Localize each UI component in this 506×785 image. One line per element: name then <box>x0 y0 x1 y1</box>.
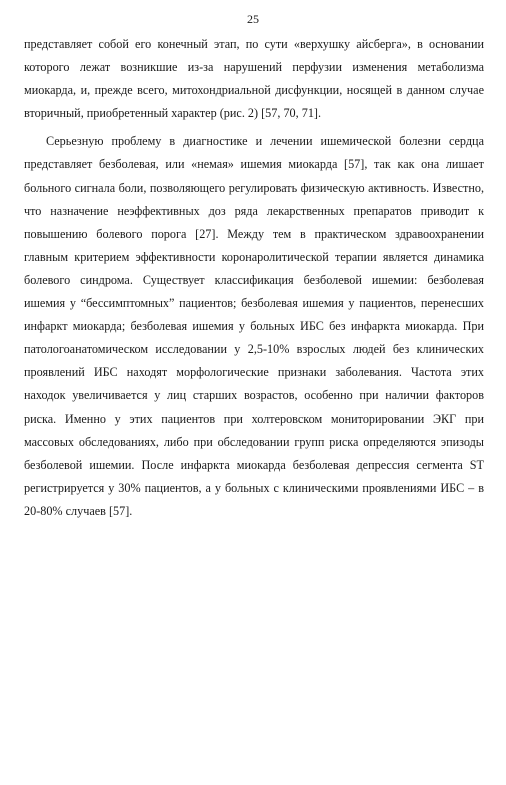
page-number: 25 <box>247 12 259 26</box>
body-text <box>24 33 484 523</box>
paragraph-silent-ischemia: Серьезную проблему в диагностике и лечении ишемической болезни сердца представляет безболевая, или «немая» ишемия миокарда [57], так как она лишает больного сигнала боли, позволяющего регулировать физическую активность. Известно, что назначение неэффективных доз ряда лекарственных препаратов приводит к повышению болевого порога [27]. Между тем в практическом здравоохранении главным критерием эффективности коронаролитической терапии является динамика болевого синдрома. Существует классификация безболевой ишемии: безболевая ишемия у “бессимптомных” пациентов; безболевая ишемия у пациентов, перенесших инфаркт миокарда; безболевая ишемия у больных ИБС без инфаркта миокарда. При патологоанатомическом исследовании у 2,5-10% взрослых людей без клинических проявлений ИБС находят морфологические признаки заболевания. Частота этих находок увеличивается у лиц старших возрастов, особенно при наличии факторов риска. Именно у этих пациентов при холтеровском мониторировании ЭКГ при массовых обследованиях, либо при обследовании групп риска определяются эпизоды безболевой ишемии. После инфаркта миокарда безболевая депрессия сегмента ST регистрируется у 30% пациентов, а у больных с клиническими проявлениями ИБС – в 20-80% случаев [57]. <box>24 134 484 518</box>
paragraph-continuation: представляет собой его конечный этап, по сути «верхушку айсберга», в основании которого лежат возникшие из-за нарушений перфузии изменения метаболизма миокарда, и, прежде всего, митохондриальной дисфункции, носящей в данном случае вторичный, приобретенный характер (рис. 2) [57, 70, 71]. <box>24 37 484 121</box>
